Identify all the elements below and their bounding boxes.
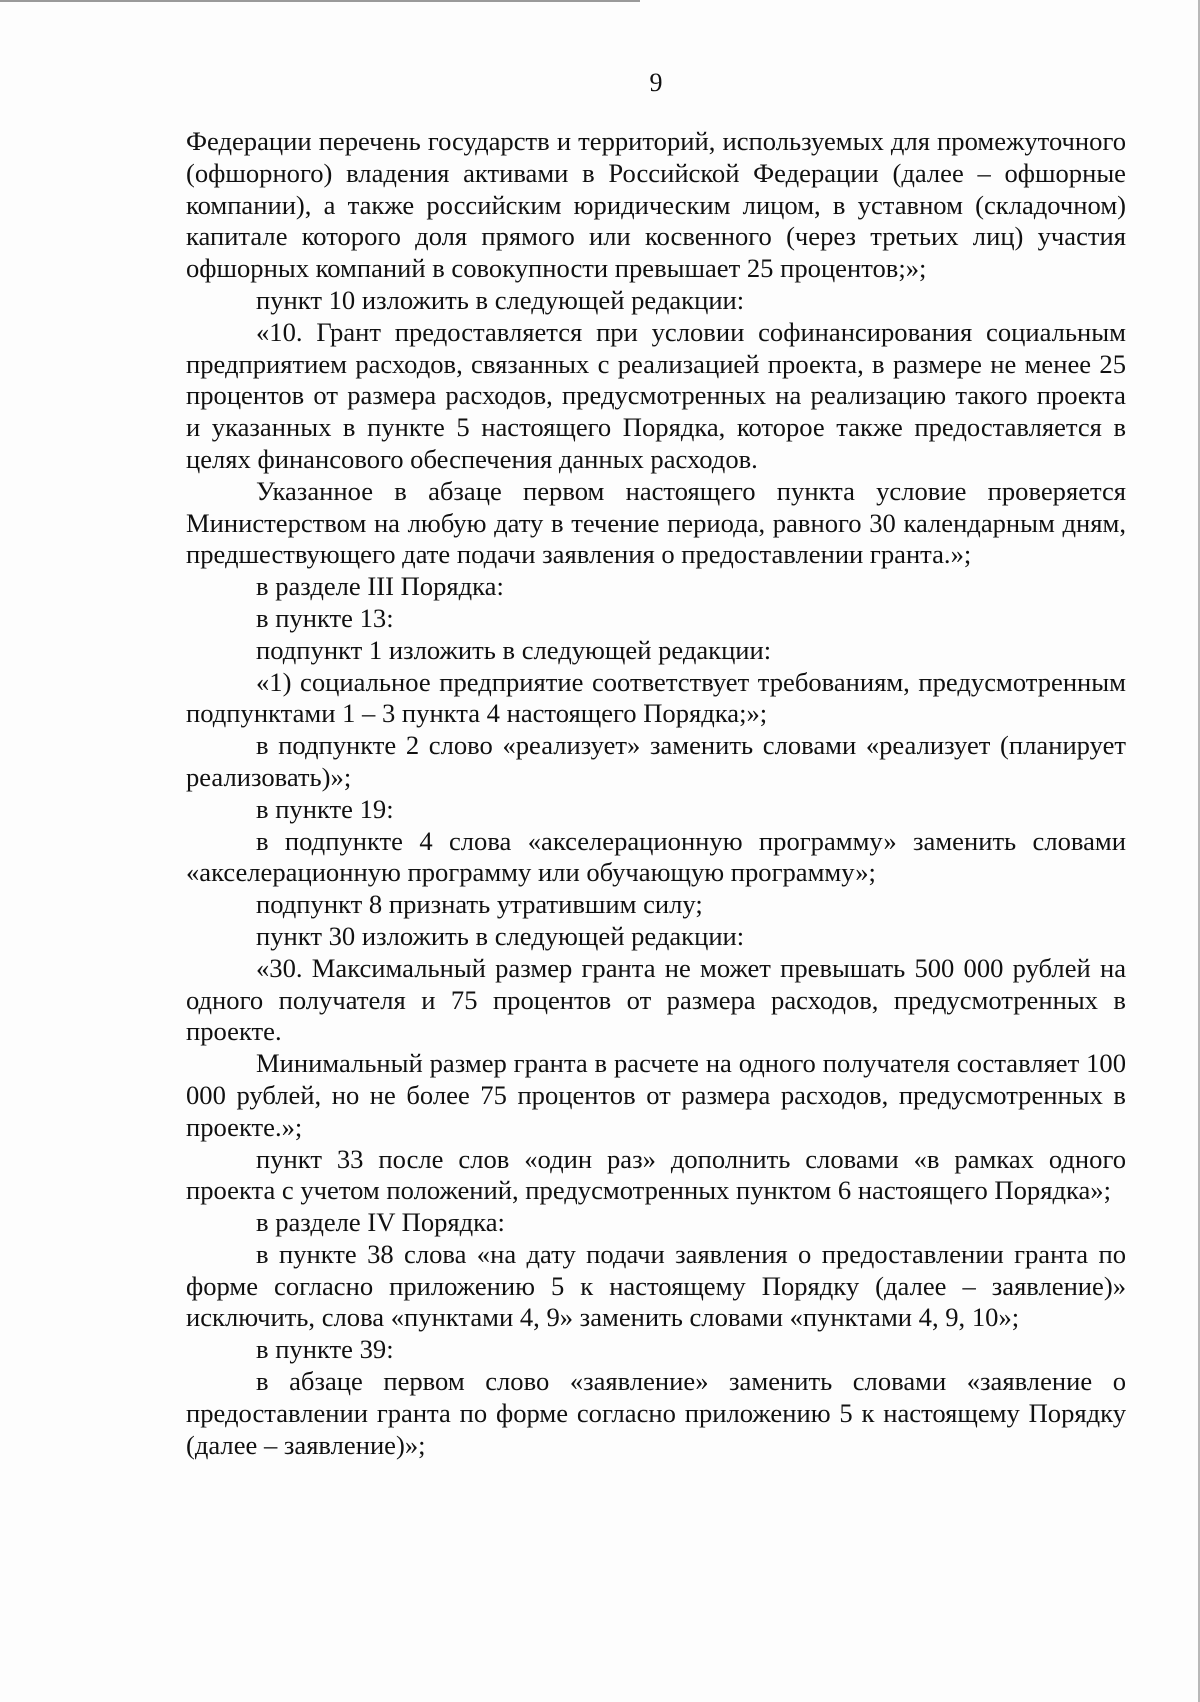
- paragraph: в абзаце первом слово «заявление» заменить словами «заявление о предоставлении гранта по форме согласно приложению 5 к настоящему Порядку (далее – заявление)»;: [186, 1366, 1126, 1460]
- paragraph: пункт 33 после слов «один раз» дополнить словами «в рамках одного проекта с учетом положений, предусмотренных пунктом 6 настоящего Порядка»;: [186, 1143, 1126, 1206]
- paragraph: в подпункте 2 слово «реализует» заменить словами «реализует (планирует реализовать)»;: [186, 730, 1126, 792]
- paragraph: в пункте 19:: [256, 793, 394, 824]
- paragraph: пункт 10 изложить в следующей редакции:: [256, 284, 745, 315]
- paragraph: в пункте 38 слова «на дату подачи заявления о предоставлении гранта по форме согласно приложению 5 к настоящему Порядку (далее – заявление)» исключить, слова «пунктами 4, 9» заменить словами «пунктами 4, 9, 10»;: [186, 1238, 1126, 1333]
- paragraph: подпункт 8 признать утратившим силу;: [256, 889, 703, 920]
- paragraph: в пункте 13:: [256, 602, 394, 633]
- document-body: [186, 126, 1126, 1461]
- paragraph: в пункте 39:: [256, 1334, 394, 1365]
- paragraph-continued: Федерации перечень государств и территорий, используемых для промежуточного (офшорного) владения активами в Российской Федерации (далее – офшорные компании), а также российским юридическим лицом, в уставном (складочном) капитале которого доля прямого или косвенного (через третьих лиц) участия офшорных компаний в совокупности превышает 25 процентов;»;: [186, 126, 1126, 284]
- paragraph: «30. Максимальный размер гранта не может превышать 500 000 рублей на одного получателя и 75 процентов от размера расходов, предусмотренных в проекте.: [186, 952, 1126, 1047]
- paragraph: в разделе IV Порядка:: [256, 1207, 505, 1238]
- paragraph: «10. Грант предоставляется при условии софинансирования социальным предприятием расходов, связанных с реализацией проекта, в размере не менее 25 процентов от размера расходов, предусмотренных на реализацию такого проекта и указанных в пункте 5 настоящего Порядка, которое также предоставляется в целях финансового обеспечения данных расходов.: [186, 316, 1126, 474]
- paragraph: Минимальный размер гранта в расчете на одного получателя составляет 100 000 рублей, но не более 75 процентов от размера расходов, предусмотренных в проекте.»;: [186, 1048, 1126, 1142]
- paragraph: подпункт 1 изложить в следующей редакции:: [256, 634, 772, 665]
- paragraph: Указанное в абзаце первом настоящего пункта условие проверяется Министерством на любую дату в течение периода, равного 30 календарным дням, предшествующего дате подачи заявления о предоставлении гранта.»;: [186, 475, 1126, 570]
- paragraph: пункт 30 изложить в следующей редакции:: [256, 920, 745, 951]
- page-number: 9: [649, 68, 663, 97]
- scan-edge-top: [0, 0, 640, 2]
- paragraph: «1) социальное предприятие соответствует требованиям, предусмотренным подпунктами 1 – 3 пункта 4 настоящего Порядка;»;: [186, 666, 1126, 729]
- paragraph: в разделе III Порядка:: [256, 571, 504, 602]
- paragraph: в подпункте 4 слова «акселерационную программу» заменить словами «акселерационную программу или обучающую программу»;: [186, 825, 1126, 888]
